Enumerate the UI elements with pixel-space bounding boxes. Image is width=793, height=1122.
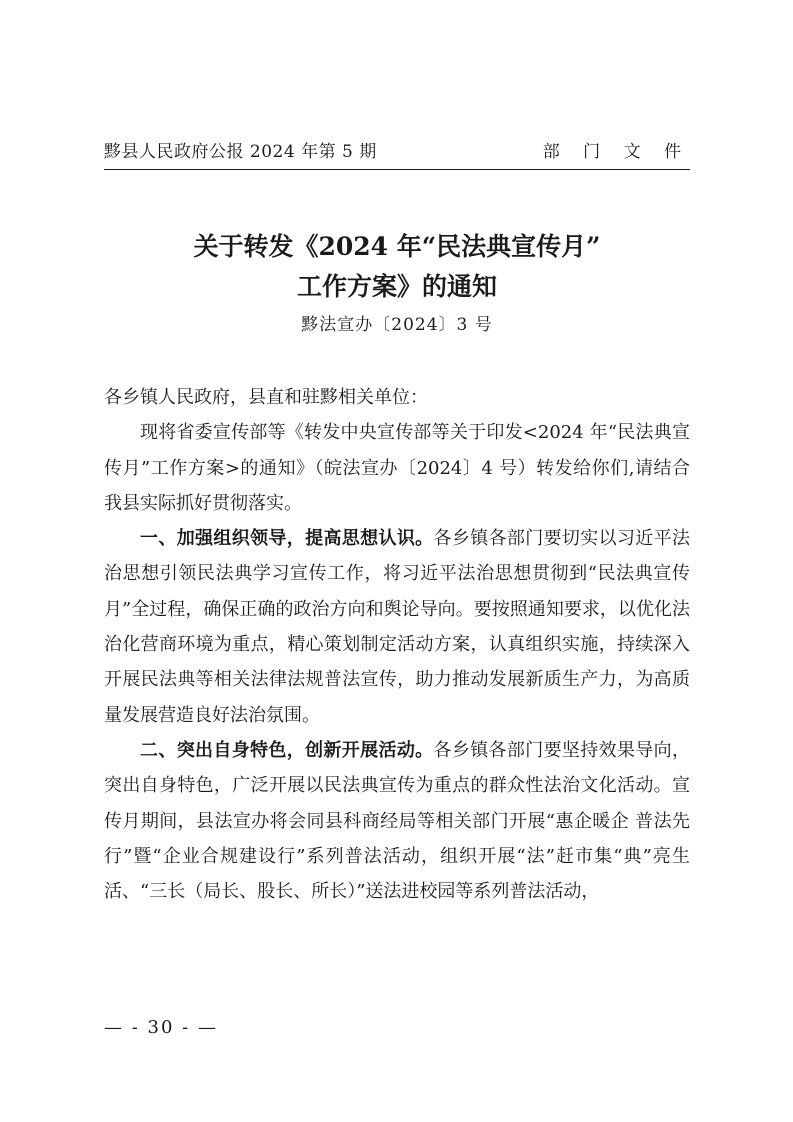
paragraph-2-heading: 二、突出自身特色，创新开展活动。 [140,739,434,761]
running-header [104,139,690,165]
paragraph-1 [104,521,690,733]
document-title [104,227,690,307]
salutation: 各乡镇人民政府，县直和驻黟相关单位： [104,387,428,408]
page-number: — - 30 - — [104,1017,218,1038]
intro-paragraph: 现将省委宣传部等《转发中央宣传部等关于印发<2024 年“民法典宣传月”工作方案>的通知》（皖法宣办〔2024〕4 号）转发给你们,请结合我县实际抓好贯彻落实。 [104,422,690,514]
document-number: 黟法宣办〔2024〕3 号 [301,315,493,335]
paragraph-2 [104,733,690,909]
paragraph-1-body: 各乡镇各部门要切实以习近平法治思想引领民法典学习宣传工作，将习近平法治思想贯彻到“民法典宣传月”全过程，确保正确的政治方向和舆论导向。要按照通知要求，以优化法治化营商环境为重点，精心策划制定活动方案，认真组织实施，持续深入开展民法典等相关法律法规普法宣传，助力推动发展新质生产力，为高质量发展营造良好法治氛围。 [104,528,690,726]
section-label: 部 门 文 件 [542,142,690,162]
paragraph-2-body: 各乡镇各部门要坚持效果导向，突出自身特色，广泛开展以民法典宣传为重点的群众性法治文化活动。宣传月期间，县法宣办将会同县科商经局等相关部门开展“惠企暖企 普法先行”暨“企业合规建设行”系列普法活动，组织开展“法”赶市集“典”亮生活、“三长（局长、股长、所长）”送法进校园等系列普法活动， [104,739,690,903]
publication-title: 黟县人民政府公报 2024 年第 5 期 [104,142,377,162]
paragraph-1-heading: 一、加强组织领导，提高思想认识。 [140,528,434,550]
header-rule [104,169,690,170]
title-line-1: 关于转发《2024 年“民法典宣传月” [193,232,601,261]
title-line-2: 工作方案》的通知 [296,272,497,301]
document-body [104,380,690,909]
